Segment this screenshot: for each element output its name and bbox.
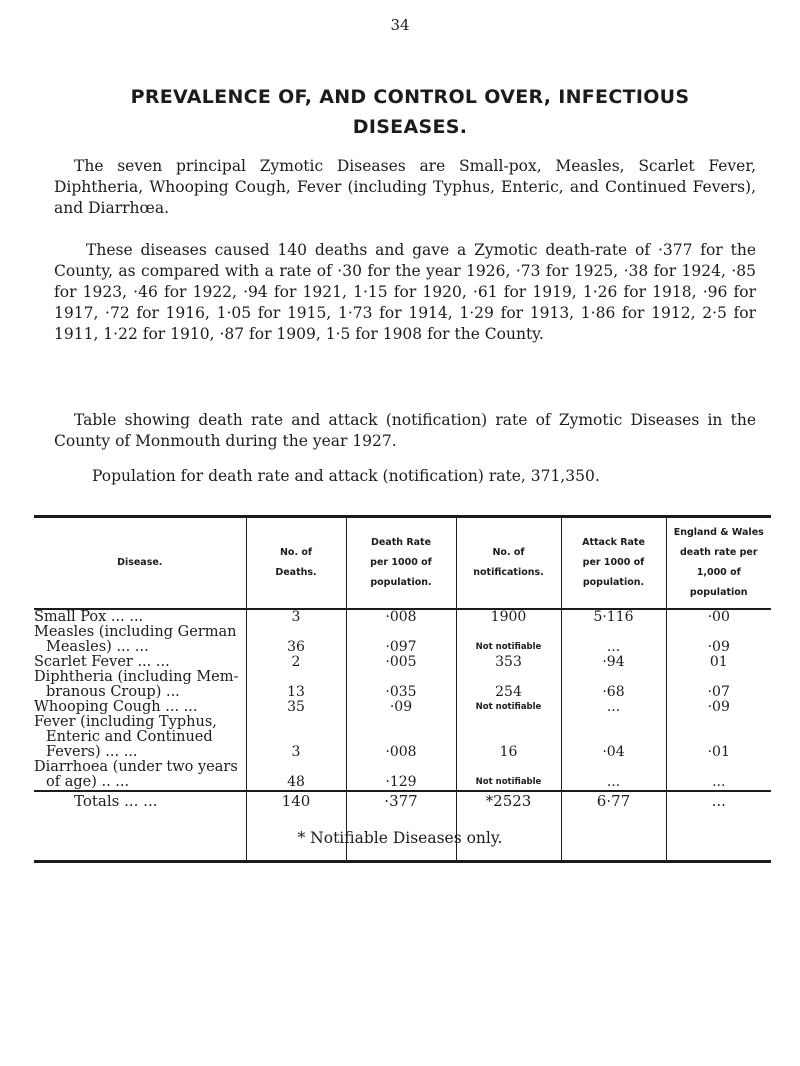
disease-name-line: Whooping Cough ... ... (34, 699, 198, 715)
cell-attack-rate: ... (606, 699, 621, 715)
table-body-row (34, 609, 771, 791)
cell-notifications: 353 (495, 654, 522, 670)
header-disease: Disease. (34, 517, 246, 610)
row-spacer (247, 730, 346, 745)
header-line: Deaths. (275, 567, 317, 578)
totals-row (34, 791, 771, 862)
notifications-column (456, 609, 561, 791)
totals-deaths: 140 (246, 791, 346, 862)
cell-death-rate: ·008 (385, 609, 417, 625)
cell-deaths: 13 (287, 684, 305, 700)
disease-name-line: Measles) ... ... (46, 639, 149, 655)
header-line: per 1000 of (370, 557, 432, 568)
death-rate-paragraph: These diseases caused 140 deaths and gave a Zymotic death-rate of ·377 for the County, as compared with a rate of ·30 for the year 1926, ·73 for 1925, ·38 for 1924, ·85 for 1923, ·46 for 1922, ·94 for 1921, 1·15 for 1920, ·61 for 1919, 1·26 for 1918, ·96 for 1917, ·72 for 1916, 1·05 for 1915, 1·73 for 1914, 1·29 for 1913, 1·86 for 1912, 2·5 for 1911, 1·22 for 1910, ·87 for 1909, 1·5 for 1908 for the County. (54, 241, 756, 343)
header-line: England & Wales (673, 527, 764, 538)
header-line: population. (370, 577, 432, 588)
page-number: 34 (390, 16, 410, 34)
row-spacer (457, 670, 561, 685)
cell-attack-rate: ·68 (602, 684, 625, 700)
row-spacer (667, 625, 772, 640)
disease-name-line: Measles (including German (34, 624, 237, 640)
cell-notifications: Not notifiable (475, 777, 542, 787)
population-note: Population for death rate and attack (notification) rate, 371,350. (92, 467, 600, 485)
cell-attack-rate: ... (606, 639, 621, 655)
footnote: * Notifiable Diseases only. (297, 829, 503, 847)
cell-england: ·01 (707, 744, 730, 760)
disease-name-line: Fevers) ... ... (46, 744, 138, 760)
cell-england: 01 (709, 654, 728, 670)
cell-deaths: 36 (287, 639, 305, 655)
row-spacer (562, 715, 666, 730)
row-spacer (457, 625, 561, 640)
row-spacer (347, 670, 456, 685)
row-spacer (457, 760, 561, 775)
row-spacer (347, 730, 456, 745)
cell-death-rate: ·035 (385, 684, 417, 700)
header-england-wales (666, 517, 771, 610)
row-spacer (667, 730, 772, 745)
zymotic-disease-table (34, 515, 771, 863)
totals-death-rate: ·377 (346, 791, 456, 862)
england-wales-column (666, 609, 771, 791)
disease-name-line: Scarlet Fever ... ... (34, 654, 170, 670)
row-spacer (247, 625, 346, 640)
cell-death-rate: ·097 (385, 639, 417, 655)
cell-death-rate: ·005 (385, 654, 417, 670)
header-line: No. of (492, 547, 525, 558)
totals-attack-rate: 6·77 (561, 791, 666, 862)
cell-attack-rate: ·94 (602, 654, 625, 670)
cell-deaths: 35 (287, 699, 305, 715)
cell-attack-rate: 5·116 (593, 609, 634, 625)
cell-england: ·09 (707, 699, 730, 715)
row-spacer (457, 730, 561, 745)
disease-name-line: Enteric and Continued (46, 729, 213, 745)
cell-notifications: Not notifiable (475, 702, 542, 712)
cell-death-rate: ·008 (385, 744, 417, 760)
cell-notifications: 254 (495, 684, 522, 700)
row-spacer (562, 730, 666, 745)
header-attack-rate (561, 517, 666, 610)
cell-england: ... (712, 774, 726, 790)
row-spacer (457, 715, 561, 730)
cell-death-rate: ·129 (385, 774, 417, 790)
header-death-rate (346, 517, 456, 610)
cell-notifications: 16 (499, 744, 518, 760)
row-spacer (562, 625, 666, 640)
table-header-row (34, 517, 771, 610)
row-spacer (347, 625, 456, 640)
header-notifications (456, 517, 561, 610)
disease-column (34, 609, 246, 791)
totals-england-wales: ... (666, 791, 771, 862)
disease-name-line: Small Pox ... ... (34, 609, 144, 625)
title-line-1: PREVALENCE OF, AND CONTROL OVER, INFECTIOUS (130, 86, 690, 108)
cell-england: ·07 (707, 684, 730, 700)
death-rate-column (346, 609, 456, 791)
row-spacer (247, 715, 346, 730)
page-title (60, 82, 760, 142)
header-line: 1,000 of population (689, 567, 748, 598)
attack-rate-column (561, 609, 666, 791)
header-line: Attack Rate (582, 537, 645, 548)
header-deaths (246, 517, 346, 610)
cell-deaths: 48 (287, 774, 305, 790)
header-line: notifications. (473, 567, 544, 578)
table-caption: Table showing death rate and attack (notification) rate of Zymotic Diseases in the County of Monmouth during the year 1927. (54, 411, 756, 450)
cell-england: ·00 (707, 609, 730, 625)
cell-notifications: Not notifiable (475, 642, 542, 652)
cell-england: ·09 (707, 639, 730, 655)
cell-deaths: 2 (291, 654, 301, 670)
disease-name-line: Diphtheria (including Mem- (34, 669, 239, 685)
cell-notifications: 1900 (490, 609, 527, 625)
totals-notifications: *2523 (456, 791, 561, 862)
row-spacer (667, 760, 772, 775)
deaths-column (246, 609, 346, 791)
row-spacer (347, 760, 456, 775)
disease-name-line: branous Croup) ... (46, 684, 180, 700)
row-spacer (562, 670, 666, 685)
disease-name-line: Diarrhoea (under two years (34, 759, 238, 775)
header-line: No. of (279, 547, 313, 558)
totals-label: Totals ... ... (34, 791, 246, 862)
row-spacer (247, 760, 346, 775)
row-spacer (562, 760, 666, 775)
header-line: population. (582, 577, 645, 588)
row-spacer (347, 715, 456, 730)
cell-death-rate: ·09 (389, 699, 413, 715)
row-spacer (667, 715, 772, 730)
cell-deaths: 3 (291, 744, 301, 760)
title-line-2: DISEASES. (352, 116, 468, 138)
intro-paragraph: The seven principal Zymotic Diseases are Small-pox, Measles, Scarlet Fever, Diphtheria, Whooping Cough, Fever (including Typhus, Enteric, and Continued Fevers), and Diarrhœa. (54, 157, 756, 217)
cell-attack-rate: ·04 (602, 744, 625, 760)
cell-deaths: 3 (291, 609, 301, 625)
cell-attack-rate: ... (606, 774, 621, 790)
row-spacer (667, 670, 772, 685)
disease-name-line: Fever (including Typhus, (34, 714, 217, 730)
header-line: per 1000 of (582, 557, 645, 568)
disease-name-line: of age) .. ... (46, 774, 130, 790)
header-line: death rate per (679, 547, 758, 558)
header-line: Death Rate (370, 537, 432, 548)
row-spacer (247, 670, 346, 685)
